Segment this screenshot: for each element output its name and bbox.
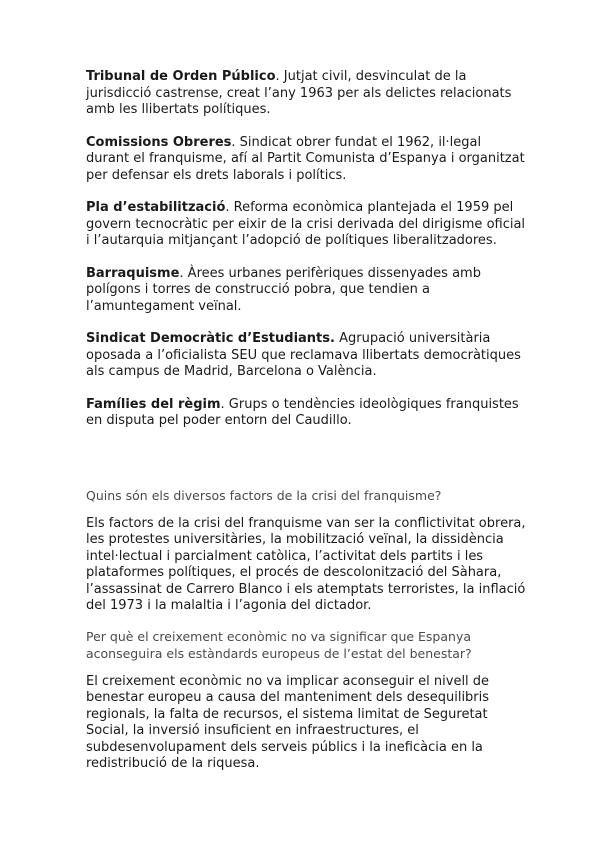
glossary-term: Barraquisme bbox=[86, 265, 180, 281]
glossary-entry bbox=[86, 69, 526, 119]
glossary-definition: . Jutjat civil, desvinculat de la jurisdicció castrense, creat l’any 1963 per als delictes relacionats amb les llibertats polítiques. bbox=[86, 69, 512, 117]
glossary-term: Tribunal de Orden Público bbox=[86, 69, 276, 84]
answer-text: El creixement econòmic no va implicar aconseguir el nivell de benestar europeu a causa del manteniment dels desequilibris regionals, la falta de recursos, el sistema limitat de Seguretat Social, la inversió insuficient en infraestructures, el subdesenvolupament dels serveis públics i la ineficàcia en la redistribució de la riquesa. bbox=[86, 673, 490, 771]
section-spacer bbox=[86, 446, 526, 487]
glossary-entry bbox=[86, 135, 526, 185]
glossary bbox=[86, 69, 526, 430]
question-heading: Quins són els diversos factors de la crisi del franquisme? bbox=[86, 487, 442, 503]
glossary-term: Sindicat Democràtic d’Estudiants. bbox=[86, 331, 335, 346]
glossary-term: Pla d’estabilització bbox=[86, 200, 226, 215]
glossary-term: Comissions Obreres bbox=[86, 134, 232, 150]
questions-section bbox=[86, 487, 526, 773]
document-page bbox=[86, 69, 526, 786]
answer-text: Els factors de la crisi del franquisme van ser la conflictivitat obrera, les protestes universitàries, la mobilització veïnal, la dissidència intel·lectual i parcialment catòlica, l’activitat dels partits i les plataformes polítiques, el procés de descolonització del Sàhara, l’assassinat de Carrero Blanco i els atemptats terroristes, la inflació del 1973 i la malaltia i l’agonia del dictador. bbox=[86, 515, 526, 613]
glossary-definition: Agrupació universitària oposada a l’oficialista SEU que reclamava llibertats democràtiques als campus de Madrid, Barcelona o València. bbox=[86, 331, 521, 379]
glossary-definition: . Àrees urbanes perifèriques dissenyades amb polígons i torres de construcció pobra, que tendien a l’amuntegament veïnal. bbox=[86, 265, 481, 314]
glossary-definition: . Grups o tendències ideològiques franquistes en disputa pel poder entorn del Caudillo. bbox=[86, 396, 519, 428]
glossary-definition: . Reforma econòmica plantejada el 1959 pel govern tecnocràtic per eixir de la crisi derivada del dirigisme oficial i l’autarquia mitjançant l’adopció de polítiques liberalitzadores. bbox=[86, 200, 526, 248]
glossary-entry bbox=[86, 397, 526, 430]
question-heading: Per què el creixement econòmic no va significar que Espanya aconseguira els estàndards europeus de l’estat del benestar? bbox=[86, 628, 472, 661]
glossary-entry bbox=[86, 200, 526, 250]
glossary-term: Famílies del règim bbox=[86, 396, 221, 412]
glossary-definition: . Sindicat obrer fundat el 1962, il·legal durant el franquisme, afí al Partit Comunista d’Espanya i organitzat per defensar els drets laborals i polítics. bbox=[86, 134, 525, 183]
glossary-entry bbox=[86, 331, 526, 381]
glossary-entry bbox=[86, 266, 526, 316]
